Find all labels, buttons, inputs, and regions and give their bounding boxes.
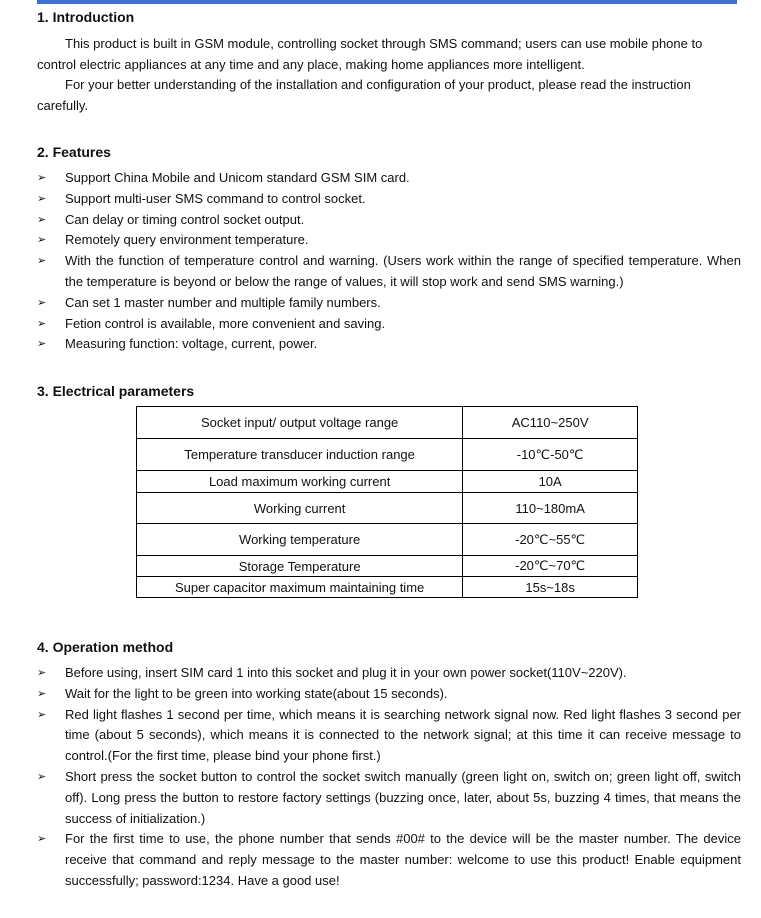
list-item: ➢ Can set 1 master number and multiple family numbers. bbox=[37, 293, 741, 314]
param-value: 10A bbox=[463, 471, 638, 493]
list-item: ➢ Fetion control is available, more convenient and saving. bbox=[37, 314, 741, 335]
arrow-bullet-icon: ➢ bbox=[37, 317, 47, 330]
list-item: ➢ Support multi-user SMS command to control socket. bbox=[37, 189, 741, 210]
list-item: ➢ Short press the socket button to control the socket switch manually (green light on, switch on; green light off, switch off). Long press the button to restore factory settings (buzzing once, later, about 5s, buzzing 4 times, that means the success of initialization.) bbox=[37, 768, 741, 826]
arrow-bullet-icon: ➢ bbox=[37, 770, 47, 783]
arrow-bullet-icon: ➢ bbox=[37, 213, 47, 226]
param-value: -20℃~70℃ bbox=[463, 556, 638, 577]
table-row bbox=[137, 556, 638, 577]
param-name: Load maximum working current bbox=[137, 471, 463, 493]
table-row bbox=[137, 471, 638, 493]
table-row bbox=[137, 577, 638, 598]
list-item: ➢ Can delay or timing control socket output. bbox=[37, 210, 741, 231]
top-accent-bar bbox=[37, 0, 737, 4]
arrow-bullet-icon: ➢ bbox=[37, 708, 47, 721]
param-value: -10℃-50℃ bbox=[463, 439, 638, 471]
intro-paragraph-1: This product is built in GSM module, controlling socket through SMS command; users can use mobile phone to control electric appliances at any time and any place, making home appliances more intelligent. bbox=[37, 36, 703, 72]
arrow-bullet-icon: ➢ bbox=[37, 667, 47, 679]
electrical-title: 3. Electrical parameters bbox=[37, 383, 195, 399]
param-name: Super capacitor maximum maintaining time bbox=[137, 577, 463, 598]
param-name: Socket input/ output voltage range bbox=[137, 407, 463, 439]
param-name: Working temperature bbox=[137, 524, 463, 556]
list-item: ➢ Red light flashes 1 second per time, which means it is searching network signal now. Red light flashes 3 second per time (about 5 seconds), which means it is connected to the network signal; at this time it can receive message to control.(For the first time, please bind your phone first.) bbox=[37, 706, 741, 764]
features-title: 2. Features bbox=[37, 144, 111, 160]
param-name: Storage Temperature bbox=[137, 556, 463, 577]
operation-list bbox=[37, 663, 741, 892]
list-item: ➢ With the function of temperature control and warning. (Users work within the range of specified temperature. When the temperature is beyond or below the range of values, it will stop work and send SMS warning.) bbox=[37, 253, 741, 289]
arrow-bullet-icon: ➢ bbox=[37, 833, 47, 846]
param-value: 110~180mA bbox=[463, 493, 638, 524]
param-value: AC110~250V bbox=[463, 407, 638, 439]
arrow-bullet-icon: ➢ bbox=[37, 234, 47, 247]
param-value: 15s~18s bbox=[463, 577, 638, 598]
arrow-bullet-icon: ➢ bbox=[37, 192, 47, 205]
list-item: ➢ For the first time to use, the phone number that sends #00# to the device will be the master number. The device receive that command and reply message to the master number: welcome to use this product! Enable equipment successfully; password:1234. Have a good use! bbox=[37, 831, 741, 888]
list-item: ➢ Support China Mobile and Unicom standard GSM SIM card. bbox=[37, 168, 741, 189]
list-item: ➢ Measuring function: voltage, current, power. bbox=[37, 334, 741, 355]
list-item: ➢ Before using, insert SIM card 1 into this socket and plug it in your own power socket(110V~220V). bbox=[37, 663, 741, 684]
arrow-bullet-icon: ➢ bbox=[37, 255, 47, 268]
param-name: Working current bbox=[137, 493, 463, 524]
list-item: ➢ Wait for the light to be green into working state(about 15 seconds). bbox=[37, 684, 741, 705]
features-list bbox=[37, 168, 741, 355]
arrow-bullet-icon: ➢ bbox=[37, 687, 47, 700]
param-name: Temperature transducer induction range bbox=[137, 439, 463, 471]
list-item: ➢ Remotely query environment temperature. bbox=[37, 230, 741, 251]
arrow-bullet-icon: ➢ bbox=[37, 172, 47, 184]
table-row bbox=[137, 439, 638, 471]
table-row bbox=[137, 524, 638, 556]
intro-title: 1. Introduction bbox=[37, 9, 135, 25]
param-value: -20℃~55℃ bbox=[463, 524, 638, 556]
operation-title: 4. Operation method bbox=[37, 639, 174, 655]
electrical-parameters-table bbox=[136, 406, 638, 598]
table-row bbox=[137, 493, 638, 524]
intro-paragraph-2: For your better understanding of the installation and configuration of your product, please read the instruction carefully. bbox=[37, 77, 691, 113]
arrow-bullet-icon: ➢ bbox=[37, 338, 47, 351]
table-row bbox=[137, 407, 638, 439]
arrow-bullet-icon: ➢ bbox=[37, 296, 47, 309]
